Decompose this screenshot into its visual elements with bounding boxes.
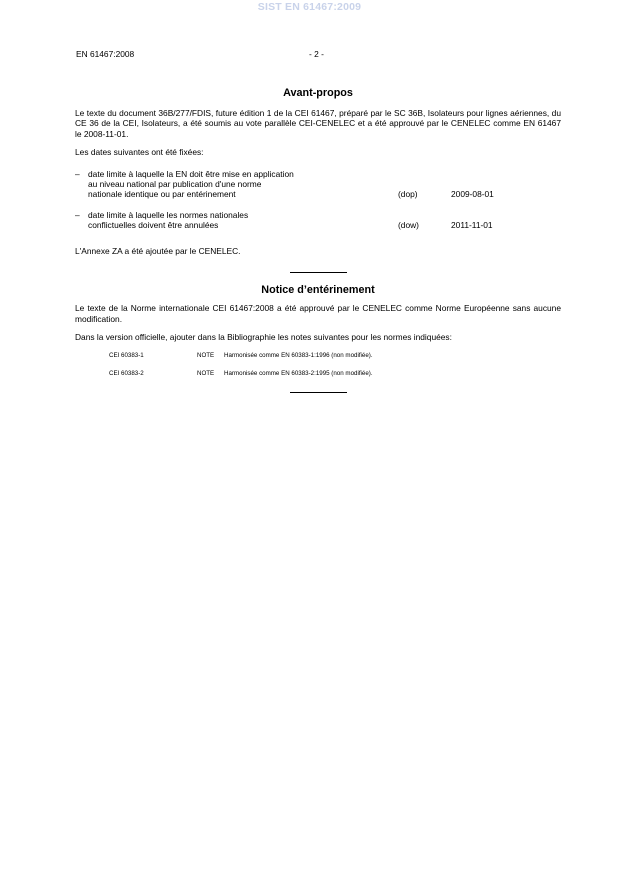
date-value: 2009-08-01 (451, 189, 494, 200)
header-doc-id: EN 61467:2008 (76, 49, 135, 59)
date-description-line: conflictuelles doivent être annulées (88, 219, 219, 230)
bullet-dash: – (75, 169, 80, 180)
date-code: (dop) (398, 189, 418, 200)
notice-para-1: Le texte de la Norme internationale CEI 61467:2008 a été approuvé par le CENELEC comme Norme Européenne sans aucune modification. (75, 303, 561, 324)
note-keyword: NOTE (197, 370, 215, 378)
avant-propos-heading: Avant-propos (283, 87, 353, 99)
date-description-line: nationale identique ou par entérinement (88, 189, 236, 200)
dates-intro: Les dates suivantes ont été fixées: (75, 146, 204, 157)
note-text: Harmonisée comme EN 60383-1:1996 (non modifiée). (224, 352, 373, 360)
header-page-number: - 2 - (309, 49, 324, 59)
date-value: 2011-11-01 (451, 219, 493, 230)
section-divider (290, 272, 347, 273)
date-code: (dow) (398, 219, 419, 230)
date-item-dow (75, 210, 561, 230)
note-text: Harmonisée comme EN 60383-2:1995 (non modifiée). (224, 370, 373, 378)
notice-para-2: Dans la version officielle, ajouter dans la Bibliographie les notes suivantes pour les normes indiquées: (75, 331, 452, 342)
end-divider (290, 392, 347, 393)
document-body (75, 88, 561, 393)
date-description-line: date limite à laquelle la EN doit être mise en application (88, 169, 294, 180)
avant-propos-intro: Le texte du document 36B/277/FDIS, future édition 1 de la CEI 61467, préparé par le SC 36B, Isolateurs pour lignes aériennes, du CE 36 de la CEI, Isolateurs, a été soumis au vote parallèle CEI-CENELEC et a été approuvé par le CENELEC comme EN 61467 le 2008-11-01. (75, 108, 561, 139)
note-row (75, 370, 561, 378)
watermark: SIST EN 61467:2009 (257, 1, 362, 13)
annex-note: L'Annexe ZA a été ajoutée par le CENELEC. (75, 246, 241, 257)
note-keyword: NOTE (197, 352, 215, 360)
note-ref: CEI 60383-1 (109, 352, 144, 360)
dates-list (75, 169, 561, 230)
date-item-dop (75, 169, 561, 200)
bullet-dash: – (75, 209, 80, 220)
notice-heading: Notice d’entérinement (261, 284, 375, 297)
date-description-line: date limite à laquelle les normes nationales (88, 209, 249, 220)
note-row (75, 352, 561, 360)
date-description (88, 210, 398, 230)
date-description-line: au niveau national par publication d'une norme (88, 179, 262, 190)
note-ref: CEI 60383-2 (109, 370, 144, 378)
notes-list (75, 352, 561, 378)
date-description (88, 169, 398, 200)
